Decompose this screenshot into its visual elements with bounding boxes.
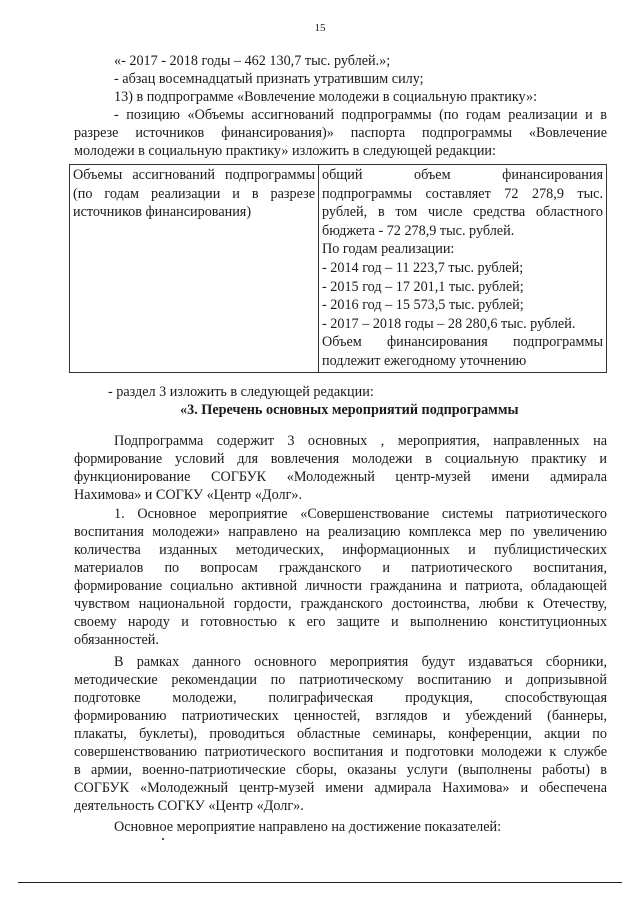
intro-line: «- 2017 - 2018 годы – 462 130,7 тыс. рублей.»;	[114, 53, 391, 69]
table-label-line: Объемы ассигнований подпрограммы	[73, 167, 315, 183]
body-line: функционирование СОГБУК «Молодежный центр-музей имени адмирала	[74, 469, 607, 485]
body-line: 1. Основное мероприятие «Совершенствование системы патриотического	[114, 506, 607, 522]
table-label-line: источников финансирования)	[73, 204, 252, 221]
body-line: материалов по вопросам гражданского и патриотического воспитания,	[74, 560, 607, 576]
table-value-line: - 2017 – 2018 годы – 28 280,6 тыс. рублей.	[322, 315, 576, 332]
body-line: плакаты, буклеты), проводиться областные семинары, конференции, акции по	[74, 726, 607, 742]
scan-speck	[162, 838, 164, 840]
body-line: чувством национальной гордости, гражданского достоинства, любви к Отечеству,	[74, 596, 607, 612]
intro-line: разрезе источников финансирования)» паспорта подпрограммы «Вовлечение	[74, 125, 607, 141]
body-line: Основное мероприятие направлено на достижение показателей:	[114, 819, 502, 835]
body-line: формирование условий для вовлечения молодежи в социальную практику и	[74, 451, 607, 467]
funding-table-value-cell	[319, 165, 607, 373]
table-value-line: подлежит ежегодному уточнению	[322, 352, 527, 369]
table-value-line: По годам реализации:	[322, 241, 455, 258]
body-line: СОГБУК «Молодежный центр-музей имени адмирала Нахимова» и обеспечена	[74, 780, 607, 796]
funding-table-label-cell	[70, 165, 319, 373]
body-line: в армии, военно-патриотические сборы, оказаны услуги (выполнены работы) в	[74, 762, 607, 778]
intro-line: молодежи в социальную практику» изложить в следующей редакции:	[74, 143, 496, 159]
body-line: своему народу и готовностью к его защите и выполнению конституционных	[74, 614, 607, 630]
body-line: количества изданных методических, информационных и публицистических	[74, 542, 607, 558]
table-value-line: общий объем финансирования	[322, 167, 603, 183]
body-line: формированию патриотических ценностей, взглядов и убеждений (баннеры,	[74, 708, 607, 724]
body-line: Нахимова» и СОГКУ «Центр «Долг».	[74, 487, 303, 503]
body-line: воспитания молодежи» направлено на реализацию комплекса мер по увеличению	[74, 524, 607, 540]
table-label-line: (по годам реализации и в разрезе	[73, 185, 315, 202]
body-line: совершенствованию патриотического воспитания и подготовки молодежи к службе	[74, 744, 607, 760]
body-line: деятельность СОГКУ «Центр «Долг».	[74, 798, 304, 814]
intro-line: - позицию «Объемы ассигнований подпрограммы (по годам реализации и в	[114, 107, 607, 123]
body-line: методические рекомендации по патриотическому воспитанию и допризывной	[74, 672, 607, 688]
table-value-line: бюджета - 72 278,9 тыс. рублей.	[322, 222, 515, 239]
footer-rule	[18, 882, 622, 883]
funding-table	[69, 164, 607, 373]
table-value-line: - 2015 год – 17 201,1 тыс. рублей;	[322, 278, 524, 295]
table-value-line: - 2014 год – 11 223,7 тыс. рублей;	[322, 259, 524, 276]
table-value-line: рублей, в том числе средства областного	[322, 204, 603, 221]
body-line: формирование социально активной личности гражданина и патриота, обладающей	[74, 578, 607, 594]
intro-line: - абзац восемнадцатый признать утратившим силу;	[114, 71, 424, 87]
body-line: В рамках данного основного мероприятия будут издаваться сборники,	[114, 654, 607, 670]
intro-line: 13) в подпрограмме «Вовлечение молодежи в социальную практику»:	[114, 89, 538, 105]
section-intro: - раздел 3 изложить в следующей редакции:	[108, 384, 374, 400]
table-value-line: подпрограммы составляет 72 278,9 тыс.	[322, 185, 603, 202]
body-line: подготовке молодежи, полиграфическая продукция, способствующая	[74, 690, 607, 706]
body-line: обязанностей.	[74, 632, 159, 648]
body-line: Подпрограмма содержит 3 основных , мероприятия, направленных на	[114, 433, 607, 449]
page-number: 15	[314, 22, 326, 34]
table-value-line: - 2016 год – 15 573,5 тыс. рублей;	[322, 297, 524, 314]
section-heading: «3. Перечень основных мероприятий подпрограммы	[180, 402, 519, 418]
table-value-line: Объем финансирования подпрограммы	[322, 334, 603, 351]
